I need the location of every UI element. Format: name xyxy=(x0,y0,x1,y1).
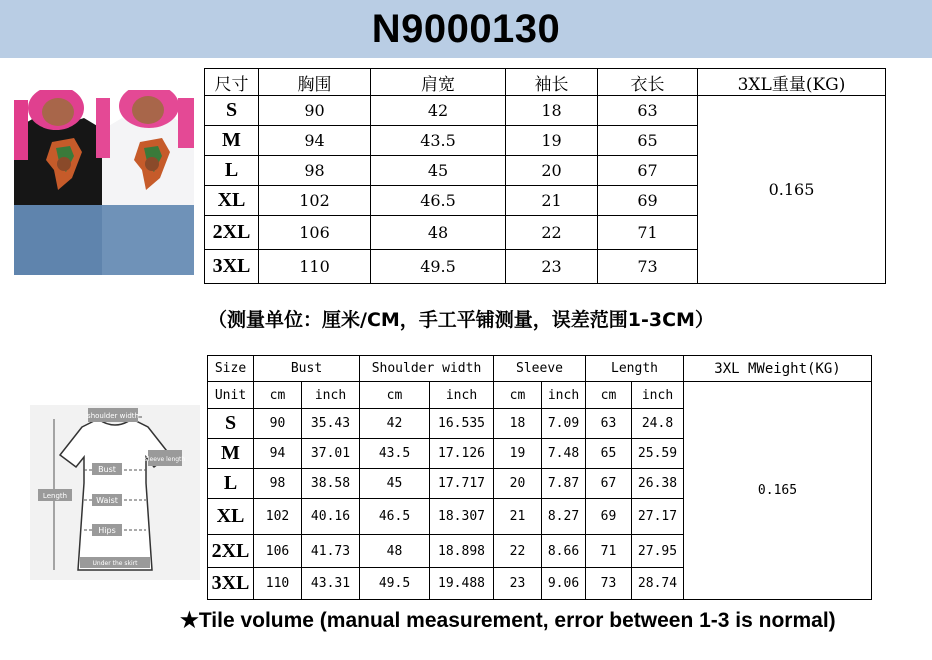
table-cell: 73 xyxy=(598,250,698,284)
en-size-table xyxy=(207,355,872,600)
table-cell: 67 xyxy=(598,156,698,186)
size-cell: S xyxy=(208,409,254,439)
table-cell: 65 xyxy=(586,439,632,469)
table-cell: 98 xyxy=(254,469,302,499)
unit-cell: inch xyxy=(542,382,586,409)
en-header-shoulder: Shoulder width xyxy=(360,356,494,382)
dress-diagram-image xyxy=(30,405,200,580)
table-cell: 19 xyxy=(506,126,598,156)
size-cell: S xyxy=(205,96,259,126)
table-cell: 48 xyxy=(360,535,430,568)
en-weight-value: 0.165 xyxy=(684,382,872,600)
table-cell: 18 xyxy=(506,96,598,126)
table-cell: 42 xyxy=(360,409,430,439)
table-cell: 94 xyxy=(254,439,302,469)
table-cell: 23 xyxy=(506,250,598,284)
cn-header-length: 衣长 xyxy=(598,69,698,96)
bust-label: Bust xyxy=(98,465,116,474)
cn-header-weight: 3XL重量(KG) xyxy=(698,69,886,96)
size-cell: M xyxy=(208,439,254,469)
en-header-sleeve: Sleeve xyxy=(494,356,586,382)
under-skirt-label: Under the skirt xyxy=(92,560,138,567)
table-cell: 37.01 xyxy=(302,439,360,469)
table-cell: 25.59 xyxy=(632,439,684,469)
table-cell: 21 xyxy=(506,186,598,216)
table-cell: 17.126 xyxy=(430,439,494,469)
table-cell: 26.38 xyxy=(632,469,684,499)
table-cell: 45 xyxy=(371,156,506,186)
table-cell: 46.5 xyxy=(360,499,430,535)
product-photo-image xyxy=(14,90,194,275)
table-cell: 41.73 xyxy=(302,535,360,568)
table-cell: 20 xyxy=(494,469,542,499)
table-cell: 63 xyxy=(598,96,698,126)
table-cell: 65 xyxy=(598,126,698,156)
size-cell: XL xyxy=(205,186,259,216)
table-cell: 23 xyxy=(494,568,542,600)
en-header-size: Size xyxy=(208,356,254,382)
table-cell: 17.717 xyxy=(430,469,494,499)
table-cell: 22 xyxy=(494,535,542,568)
hips-label: Hips xyxy=(98,526,116,535)
table-cell: 43.5 xyxy=(360,439,430,469)
unit-cell: cm xyxy=(586,382,632,409)
size-cell: XL xyxy=(208,499,254,535)
cn-measurement-note: （测量单位：厘米/CM，手工平铺测量，误差范围1-3CM） xyxy=(208,309,714,331)
waist-label: Waist xyxy=(96,496,118,505)
unit-cell: Unit xyxy=(208,382,254,409)
table-cell: 9.06 xyxy=(542,568,586,600)
title-banner xyxy=(0,0,932,58)
table-cell: 7.09 xyxy=(542,409,586,439)
table-cell: 35.43 xyxy=(302,409,360,439)
product-code: N9000130 xyxy=(371,6,561,51)
table-cell: 63 xyxy=(586,409,632,439)
table-cell: 8.66 xyxy=(542,535,586,568)
en-measurement-note: ★Tile volume (manual measurement, error between 1-3 is normal) xyxy=(180,609,836,632)
product-photos xyxy=(14,90,194,275)
unit-cell: inch xyxy=(632,382,684,409)
unit-cell: cm xyxy=(494,382,542,409)
cn-header-size: 尺寸 xyxy=(205,69,259,96)
table-cell: 46.5 xyxy=(371,186,506,216)
table-cell: 21 xyxy=(494,499,542,535)
table-cell: 42 xyxy=(371,96,506,126)
sleeve-label: sleeve length xyxy=(144,456,186,463)
unit-cell: inch xyxy=(302,382,360,409)
table-cell: 45 xyxy=(360,469,430,499)
size-cell: 2XL xyxy=(208,535,254,568)
table-cell: 94 xyxy=(259,126,371,156)
size-cell: M xyxy=(205,126,259,156)
table-cell: 48 xyxy=(371,216,506,250)
table-cell: 18.898 xyxy=(430,535,494,568)
table-cell: 90 xyxy=(254,409,302,439)
table-cell: 98 xyxy=(259,156,371,186)
table-cell: 22 xyxy=(506,216,598,250)
table-cell: 102 xyxy=(259,186,371,216)
cn-header-bust: 胸围 xyxy=(259,69,371,96)
table-row xyxy=(205,96,886,126)
table-cell: 38.58 xyxy=(302,469,360,499)
length-label: Length xyxy=(42,492,68,500)
table-cell: 19 xyxy=(494,439,542,469)
table-cell: 106 xyxy=(254,535,302,568)
table-cell: 73 xyxy=(586,568,632,600)
table-cell: 8.27 xyxy=(542,499,586,535)
table-cell: 69 xyxy=(598,186,698,216)
table-cell: 49.5 xyxy=(371,250,506,284)
table-cell: 27.17 xyxy=(632,499,684,535)
table-cell: 18.307 xyxy=(430,499,494,535)
table-cell: 106 xyxy=(259,216,371,250)
table-cell: 20 xyxy=(506,156,598,186)
table-cell: 67 xyxy=(586,469,632,499)
unit-cell: cm xyxy=(360,382,430,409)
size-cell: 2XL xyxy=(205,216,259,250)
table-cell: 43.31 xyxy=(302,568,360,600)
table-cell: 49.5 xyxy=(360,568,430,600)
table-cell: 90 xyxy=(259,96,371,126)
size-cell: 3XL xyxy=(205,250,259,284)
measurement-diagram xyxy=(30,405,200,580)
unit-cell: cm xyxy=(254,382,302,409)
table-cell: 7.48 xyxy=(542,439,586,469)
shoulder-label: shoulder width xyxy=(87,412,139,420)
cn-header-sleeve: 袖长 xyxy=(506,69,598,96)
table-cell: 43.5 xyxy=(371,126,506,156)
en-header-bust: Bust xyxy=(254,356,360,382)
table-cell: 71 xyxy=(598,216,698,250)
cn-header-shoulder: 肩宽 xyxy=(371,69,506,96)
en-header-weight: 3XL MWeight(KG) xyxy=(684,356,872,382)
table-cell: 71 xyxy=(586,535,632,568)
table-cell: 16.535 xyxy=(430,409,494,439)
table-cell: 24.8 xyxy=(632,409,684,439)
table-cell: 28.74 xyxy=(632,568,684,600)
table-cell: 40.16 xyxy=(302,499,360,535)
cn-size-table xyxy=(204,68,886,284)
table-cell: 7.87 xyxy=(542,469,586,499)
table-cell: 110 xyxy=(254,568,302,600)
cn-weight-value: 0.165 xyxy=(698,96,886,284)
unit-cell: inch xyxy=(430,382,494,409)
size-cell: 3XL xyxy=(208,568,254,600)
table-cell: 18 xyxy=(494,409,542,439)
size-cell: L xyxy=(208,469,254,499)
table-cell: 110 xyxy=(259,250,371,284)
table-cell: 69 xyxy=(586,499,632,535)
table-cell: 102 xyxy=(254,499,302,535)
en-header-length: Length xyxy=(586,356,684,382)
table-cell: 27.95 xyxy=(632,535,684,568)
table-cell: 19.488 xyxy=(430,568,494,600)
size-cell: L xyxy=(205,156,259,186)
